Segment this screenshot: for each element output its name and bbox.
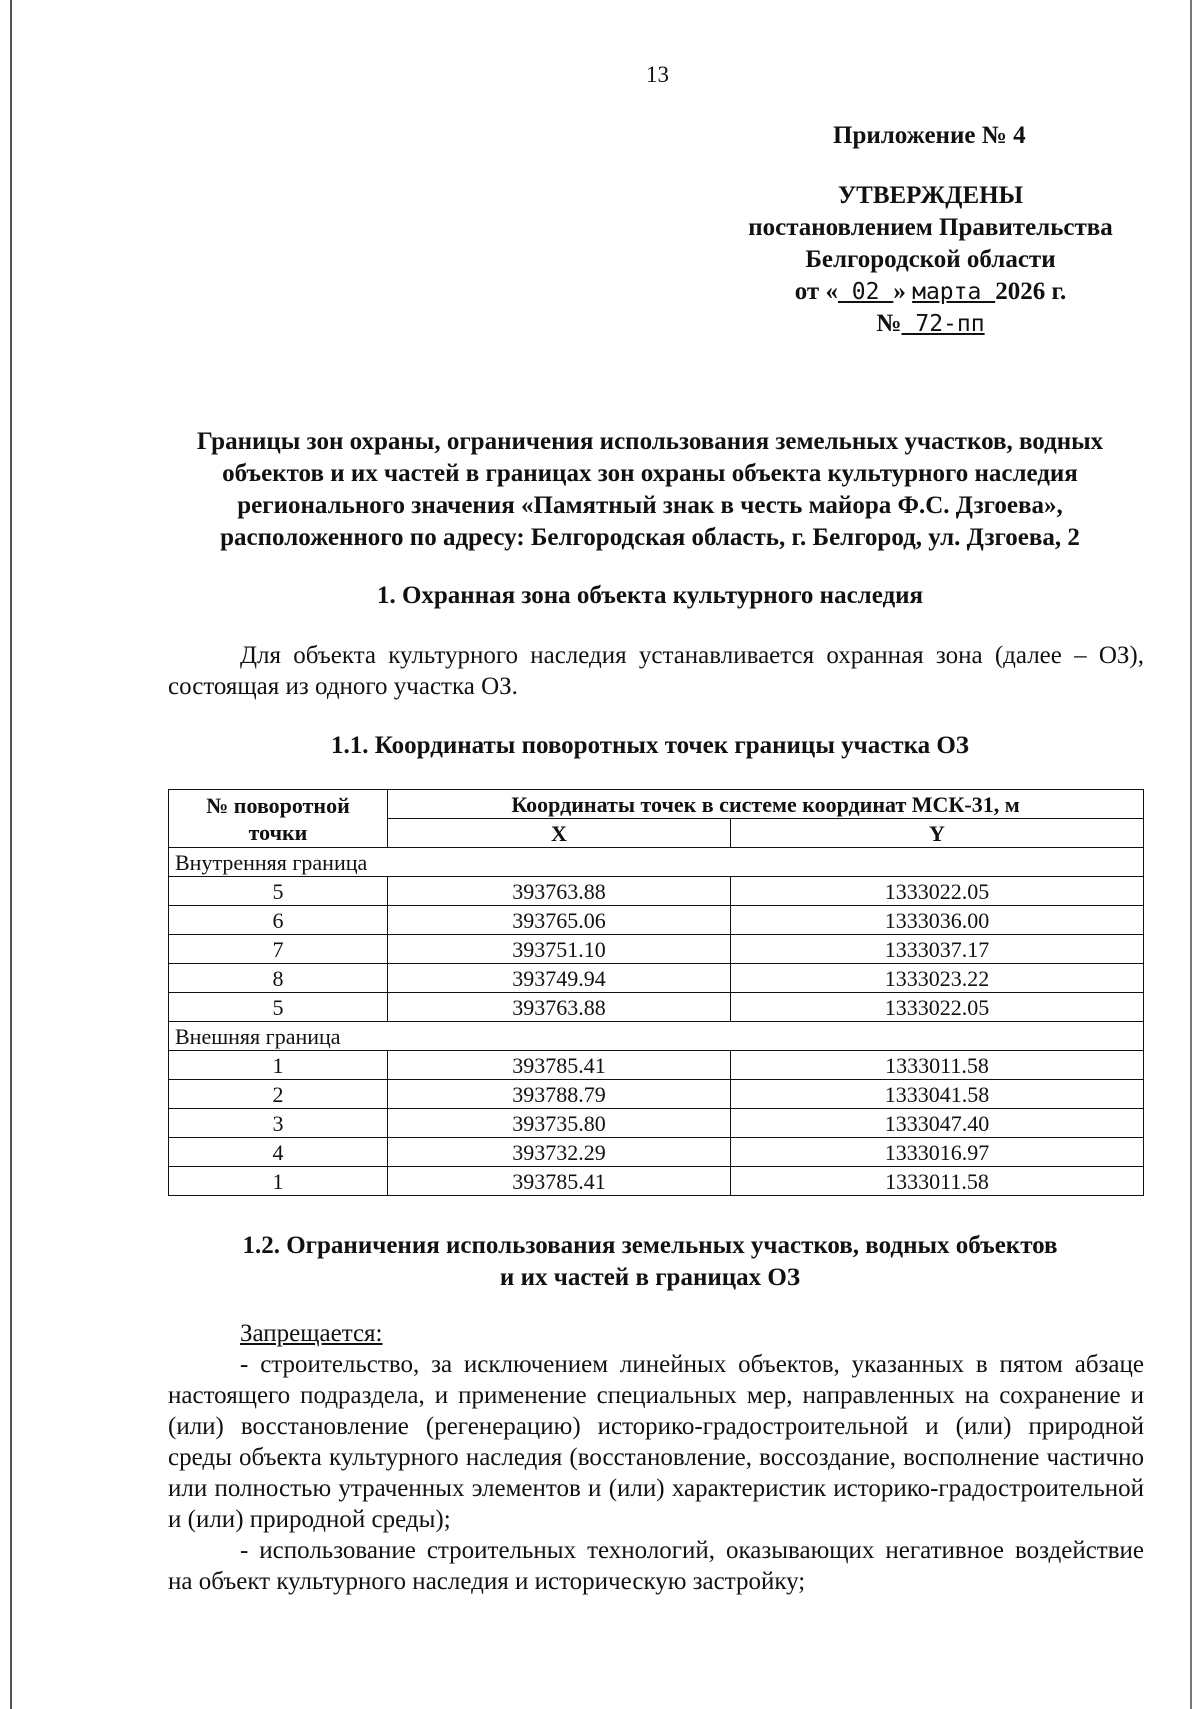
col-point-number: № поворотной точки [169, 790, 388, 848]
table-row: 8 393749.94 1333023.22 [169, 964, 1144, 993]
scan-edge-left [10, 0, 12, 1709]
table-row: 4 393732.29 1333016.97 [169, 1138, 1144, 1167]
col-coordinates: Координаты точек в системе координат МСК-31, м [388, 790, 1144, 819]
table-row: 1 393785.41 1333011.58 [169, 1167, 1144, 1196]
col-y: Y [731, 819, 1144, 848]
coordinates-table [168, 789, 1144, 1196]
decree-day: 02 [837, 279, 894, 305]
restriction-item: - строительство, за исключением линейных объектов, указанных в пятом абзаце настоящего подраздела, и применение специальных мер, направленных на сохранение и (или) восстановление (регенерацию) историко-градостроительной и (или) природной среды объекта культурного наследия (восстановление, воссоздание, восполнение частично или полностью утраченных элементов и (или) характеристик историко-градостроительной и (или) природной среды); [168, 1351, 1144, 1533]
col-x: X [388, 819, 731, 848]
approved-by-line1: постановлением Правительства [748, 214, 1113, 241]
restriction-item: - использование строительных технологий, оказывающих негативное воздействие на объект культурного наследия и историческую застройку; [168, 1537, 1144, 1595]
table-row: 7 393751.10 1333037.17 [169, 935, 1144, 964]
document-title: Границы зон охраны, ограничения использования земельных участков, водных объектов и их частей в границах зон охраны объекта культурного наследия регионального значения «Памятный знак в честь майора Ф.С. Дзгоева», расположенного по адресу: Белгородская область, г. Белгород, ул. Дзгоева, 2 [196, 428, 1104, 551]
section-1-paragraph: Для объекта культурного наследия устанавливается охранная зона (далее – ОЗ), состоящая из одного участка ОЗ. [168, 642, 1144, 700]
decree-number: 72-пп [901, 311, 985, 337]
forbidden-label: Запрещается: [240, 1320, 383, 1347]
group-outer: Внешняя граница [169, 1022, 1144, 1051]
decree-number-line: № 72-пп [876, 310, 985, 337]
table-row: 1 393785.41 1333011.58 [169, 1051, 1144, 1080]
table-row: 3 393735.80 1333047.40 [169, 1109, 1144, 1138]
approval-block [728, 180, 1133, 340]
group-row [169, 848, 1144, 877]
restrictions-text [168, 1318, 1144, 1597]
table-row: 5 393763.88 1333022.05 [169, 993, 1144, 1022]
section-1-heading: 1. Охранная зона объекта культурного наследия [376, 582, 924, 609]
page-number: 13 [646, 62, 669, 87]
decree-month: марта [912, 279, 996, 305]
decree-date-line: от « 02 » марта 2026 г. [794, 278, 1067, 305]
approved-heading: УТВЕРЖДЕНЫ [837, 182, 1024, 209]
table-row: 5 393763.88 1333022.05 [169, 877, 1144, 906]
group-row [169, 1022, 1144, 1051]
annex-label: Приложение № 4 [833, 122, 1026, 149]
table-row: 6 393765.06 1333036.00 [169, 906, 1144, 935]
table-row: 2 393788.79 1333041.58 [169, 1080, 1144, 1109]
approved-by-line2: Белгородской области [805, 246, 1056, 273]
group-inner: Внутренняя граница [169, 848, 1144, 877]
section-1-2-heading: 1.2. Ограничения использования земельных участков, водных объектов и их частей в границах ОЗ [242, 1232, 1058, 1291]
section-1-1-heading: 1.1. Координаты поворотных точек границы участка ОЗ [331, 732, 969, 759]
scan-edge-right [1190, 0, 1192, 1709]
